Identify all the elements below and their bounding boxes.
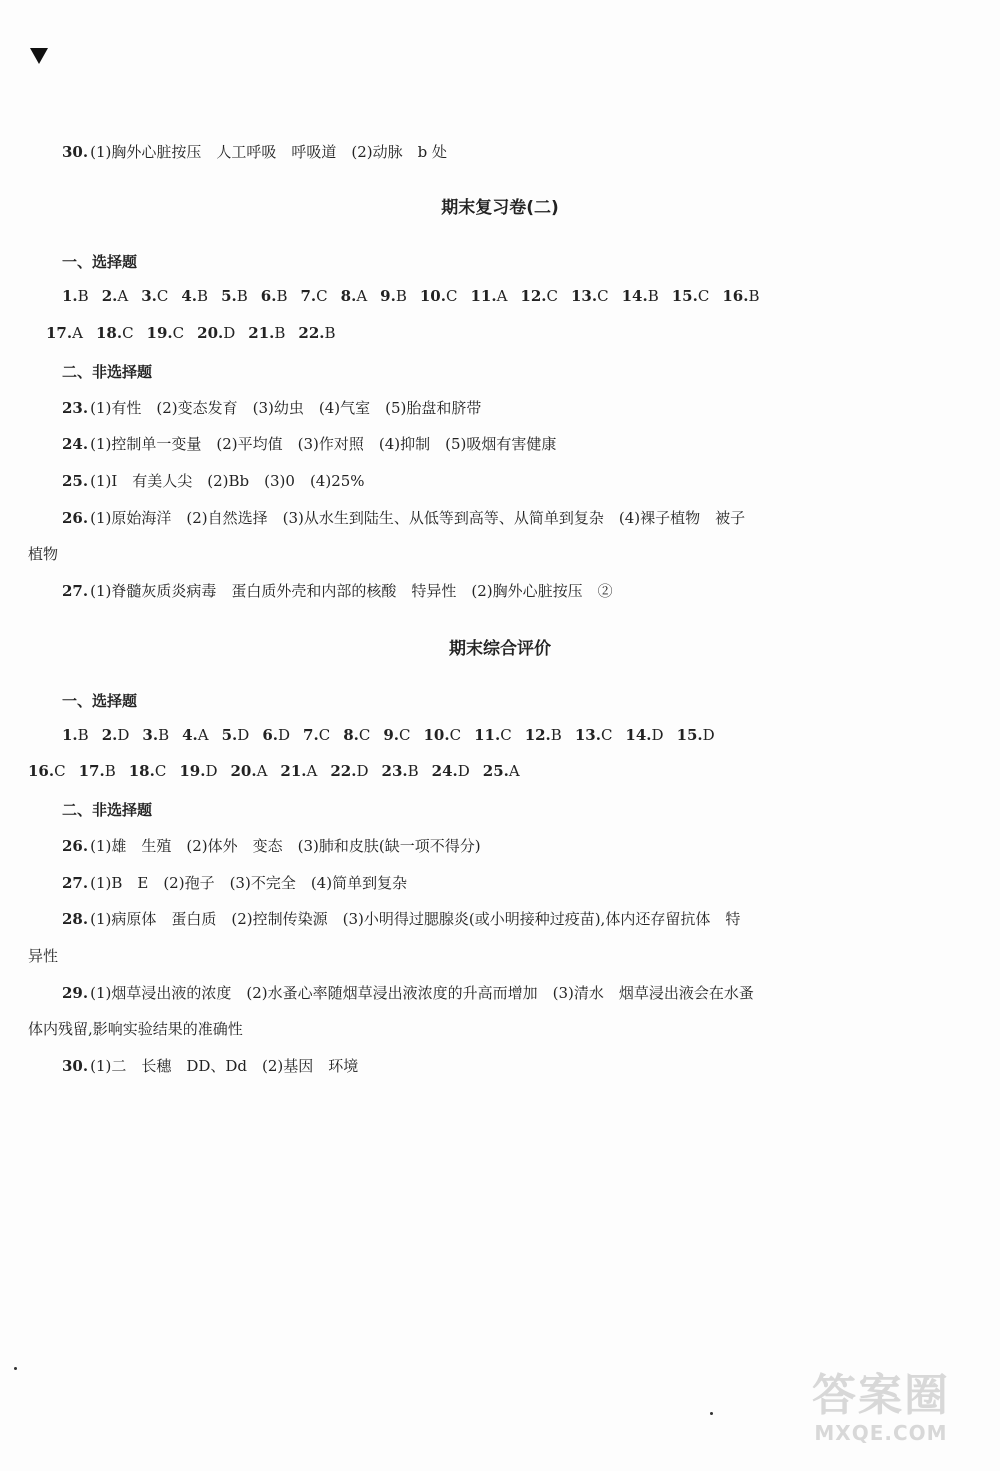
- choice-letter: A: [356, 287, 368, 305]
- choice-letter: D: [117, 726, 130, 744]
- watermark-logo: [786, 1371, 976, 1461]
- choice-number: 3.: [141, 287, 157, 305]
- choice-letter: A: [306, 762, 318, 780]
- choice-answer: [382, 762, 419, 780]
- choice-letter: A: [117, 287, 129, 305]
- choice-letter: B: [158, 726, 170, 744]
- choice-letter: B: [324, 324, 336, 342]
- answer-25: 25. (1)Ⅰ 有美人尖 (2)Bb (3)0 (4)25%: [62, 472, 365, 490]
- choice-letter: C: [318, 726, 331, 744]
- choice-letter: C: [697, 287, 710, 305]
- choice-answer: [248, 324, 285, 342]
- answer-26: 26. (1)原始海洋 (2)自然选择 (3)从水生到陆生、从低等到高等、从简单到复杂 (4)裸子植物 被子: [62, 509, 746, 527]
- answer-26-continuation: 植物: [28, 545, 59, 563]
- choice-number: 2.: [101, 287, 118, 305]
- choice-letter: B: [236, 287, 248, 305]
- choice-number: 2.: [101, 726, 118, 744]
- answer-23: 23. (1)有性 (2)变态发育 (3)幼虫 (4)气室 (5)胎盘和脐带: [62, 399, 482, 417]
- choice-answer: [230, 762, 267, 780]
- choice-number: 22.: [330, 762, 357, 780]
- answer-s2-29-continuation: 体内残留,影响实验结果的准确性: [28, 1020, 243, 1038]
- choice-number: 1.: [62, 726, 78, 744]
- choice-letter: B: [77, 287, 89, 305]
- section2-choice-row-1: [62, 726, 728, 744]
- choice-letter: C: [546, 287, 558, 305]
- choice-number: 9.: [383, 726, 400, 744]
- choice-letter: A: [72, 324, 83, 342]
- choice-letter: D: [237, 726, 250, 744]
- choice-answer: [380, 287, 407, 305]
- choice-number: 3.: [142, 726, 159, 744]
- section-title-review-2: 期末复习卷(二): [441, 198, 559, 218]
- choice-number: 19.: [146, 324, 173, 342]
- choice-number: 23.: [381, 762, 408, 780]
- choice-answer: [298, 324, 335, 342]
- choice-answer: [102, 287, 129, 305]
- choice-letter: B: [395, 287, 407, 305]
- choice-number: 18.: [128, 762, 155, 780]
- section2-choice-row-2: [28, 762, 533, 780]
- choice-number: 20.: [230, 762, 257, 780]
- choice-number: 5.: [221, 287, 237, 305]
- choice-number: 15.: [676, 726, 703, 744]
- choice-answer: [622, 287, 659, 305]
- choice-letter: B: [276, 287, 288, 305]
- choice-number: 6.: [260, 287, 277, 305]
- choice-letter: B: [748, 287, 760, 305]
- choice-number: 1.: [62, 287, 78, 305]
- section-title-final-evaluation: 期末综合评价: [449, 639, 551, 659]
- choice-letter: B: [550, 726, 562, 744]
- choice-answer: [142, 726, 169, 744]
- choice-answer: [197, 324, 235, 342]
- choice-number: 16.: [28, 762, 55, 780]
- choice-number: 12.: [524, 726, 551, 744]
- section1-choice-heading: 一、选择题: [62, 253, 138, 271]
- choice-number: 7.: [303, 726, 319, 744]
- choice-letter: C: [172, 324, 185, 342]
- choice-answer: [330, 762, 368, 780]
- choice-letter: C: [54, 762, 66, 780]
- choice-answer: [677, 726, 715, 744]
- choice-letter: C: [154, 762, 167, 780]
- answer-s2-27: 27. (1)B E (2)孢子 (3)不完全 (4)简单到复杂: [62, 874, 408, 892]
- choice-answer: [424, 726, 462, 744]
- choice-answer: [147, 324, 185, 342]
- choice-number: 12.: [520, 287, 547, 305]
- answer-s2-30: 30. (1)二 长穗 DD、Dd (2)基因 环境: [62, 1057, 359, 1075]
- section2-choice-heading: 一、选择题: [62, 692, 138, 710]
- choice-answer: [129, 762, 167, 780]
- choice-number: 20.: [197, 324, 224, 342]
- answer-s2-26: 26. (1)雄 生殖 (2)体外 变态 (3)肺和皮肤(缺一项不得分): [62, 837, 481, 855]
- choice-answer: [474, 726, 512, 744]
- choice-number: 10.: [423, 726, 450, 744]
- choice-letter: B: [647, 287, 659, 305]
- choice-letter: D: [356, 762, 369, 780]
- choice-answer: [300, 287, 327, 305]
- choice-answer: [571, 287, 609, 305]
- choice-answer: [182, 726, 209, 744]
- choice-answer: [141, 287, 168, 305]
- choice-number: 4.: [182, 726, 198, 744]
- choice-number: 13.: [571, 287, 598, 305]
- choice-answer: [722, 287, 759, 305]
- choice-answer: [280, 762, 317, 780]
- choice-answer: [62, 287, 89, 305]
- choice-answer: [62, 726, 89, 744]
- section1-choice-row-2: [46, 324, 349, 342]
- choice-answer: [102, 726, 130, 744]
- choice-number: 17.: [78, 762, 105, 780]
- section1-nonchoice-heading: 二、非选择题: [62, 363, 153, 381]
- choice-letter: B: [407, 762, 419, 780]
- choice-number: 16.: [722, 287, 749, 305]
- choice-answer: [383, 726, 410, 744]
- scan-speck: [710, 1412, 713, 1415]
- choice-letter: A: [496, 287, 508, 305]
- choice-answer: [262, 726, 290, 744]
- choice-number: 9.: [380, 287, 396, 305]
- watermark-text: 答案圈: [812, 1370, 950, 1421]
- choice-number: 18.: [95, 324, 123, 342]
- choice-number: 8.: [343, 726, 359, 744]
- choice-number: 14.: [621, 287, 648, 305]
- answer-s2-28-continuation: 异性: [28, 947, 59, 965]
- choice-number: 15.: [671, 287, 698, 305]
- choice-letter: D: [702, 726, 715, 744]
- choice-answer: [520, 287, 558, 305]
- choice-letter: C: [500, 726, 512, 744]
- choice-answer: [261, 287, 288, 305]
- section2-nonchoice-heading: 二、非选择题: [62, 801, 153, 819]
- watermark-url: MXQE.COM: [814, 1421, 948, 1445]
- choice-number: 11.: [470, 287, 497, 305]
- choice-answer: [341, 287, 368, 305]
- choice-letter: A: [508, 762, 520, 780]
- choice-answer: [79, 762, 116, 780]
- choice-letter: B: [104, 762, 116, 780]
- choice-number: 11.: [474, 726, 501, 744]
- choice-number: 14.: [625, 726, 652, 744]
- choice-letter: D: [651, 726, 664, 744]
- choice-number: 24.: [431, 762, 458, 780]
- choice-answer: [525, 726, 562, 744]
- answer-27: 27. (1)脊髓灰质炎病毒 蛋白质外壳和内部的核酸 特异性 (2)胸外心脏按压 ②: [62, 582, 613, 600]
- choice-answer: [432, 762, 470, 780]
- choice-number: 21.: [248, 324, 275, 342]
- choice-number: 5.: [221, 726, 238, 744]
- choice-answer: [179, 762, 217, 780]
- choice-answer: [222, 726, 250, 744]
- choice-letter: C: [399, 726, 411, 744]
- choice-letter: C: [449, 726, 462, 744]
- choice-letter: C: [445, 287, 458, 305]
- choice-letter: C: [597, 287, 609, 305]
- answer-30-top: 30. (1)胸外心脏按压 人工呼吸 呼吸道 (2)动脉 b 处: [62, 143, 447, 161]
- choice-answer: [625, 726, 663, 744]
- choice-letter: C: [122, 324, 134, 342]
- choice-number: 21.: [280, 762, 307, 780]
- choice-letter: D: [278, 726, 291, 744]
- choice-letter: C: [316, 287, 328, 305]
- choice-number: 10.: [419, 287, 446, 305]
- choice-letter: A: [256, 762, 268, 780]
- answer-24: 24. (1)控制单一变量 (2)平均值 (3)作对照 (4)抑制 (5)吸烟有害健康: [62, 435, 557, 453]
- answer-s2-29: 29. (1)烟草浸出液的浓度 (2)水蚤心率随烟草浸出液浓度的升高而增加 (3)清水 烟草浸出液会在水蚤: [62, 984, 754, 1002]
- choice-number: 7.: [300, 287, 317, 305]
- choice-number: 8.: [340, 287, 357, 305]
- choice-letter: D: [223, 324, 236, 342]
- section1-choice-row-1: [62, 287, 772, 305]
- choice-answer: [672, 287, 710, 305]
- choice-letter: B: [77, 726, 89, 744]
- choice-letter: C: [156, 287, 169, 305]
- choice-letter: C: [600, 726, 613, 744]
- choice-answer: [221, 287, 248, 305]
- choice-answer: [46, 324, 83, 342]
- choice-answer: [28, 762, 66, 780]
- choice-number: 19.: [179, 762, 206, 780]
- choice-answer: [483, 762, 520, 780]
- choice-answer: [575, 726, 613, 744]
- choice-answer: [420, 287, 458, 305]
- choice-number: 13.: [574, 726, 601, 744]
- choice-number: 17.: [46, 324, 73, 342]
- answer-s2-28: 28. (1)病原体 蛋白质 (2)控制传染源 (3)小明得过腮腺炎(或小明接种过疫苗),体内还存留抗体 特: [62, 910, 741, 928]
- choice-answer: [343, 726, 370, 744]
- choice-number: 4.: [181, 287, 198, 305]
- choice-letter: D: [205, 762, 218, 780]
- corner-triangle-mark: [30, 48, 48, 64]
- choice-number: 6.: [262, 726, 278, 744]
- choice-answer: [303, 726, 330, 744]
- choice-answer: [96, 324, 134, 342]
- choice-letter: B: [274, 324, 286, 342]
- choice-letter: B: [197, 287, 209, 305]
- choice-letter: A: [197, 726, 209, 744]
- choice-answer: [470, 287, 507, 305]
- choice-letter: D: [457, 762, 470, 780]
- choice-letter: C: [358, 726, 371, 744]
- scan-speck: [14, 1367, 17, 1370]
- choice-number: 22.: [298, 324, 325, 342]
- choice-number: 25.: [482, 762, 509, 780]
- choice-answer: [181, 287, 208, 305]
